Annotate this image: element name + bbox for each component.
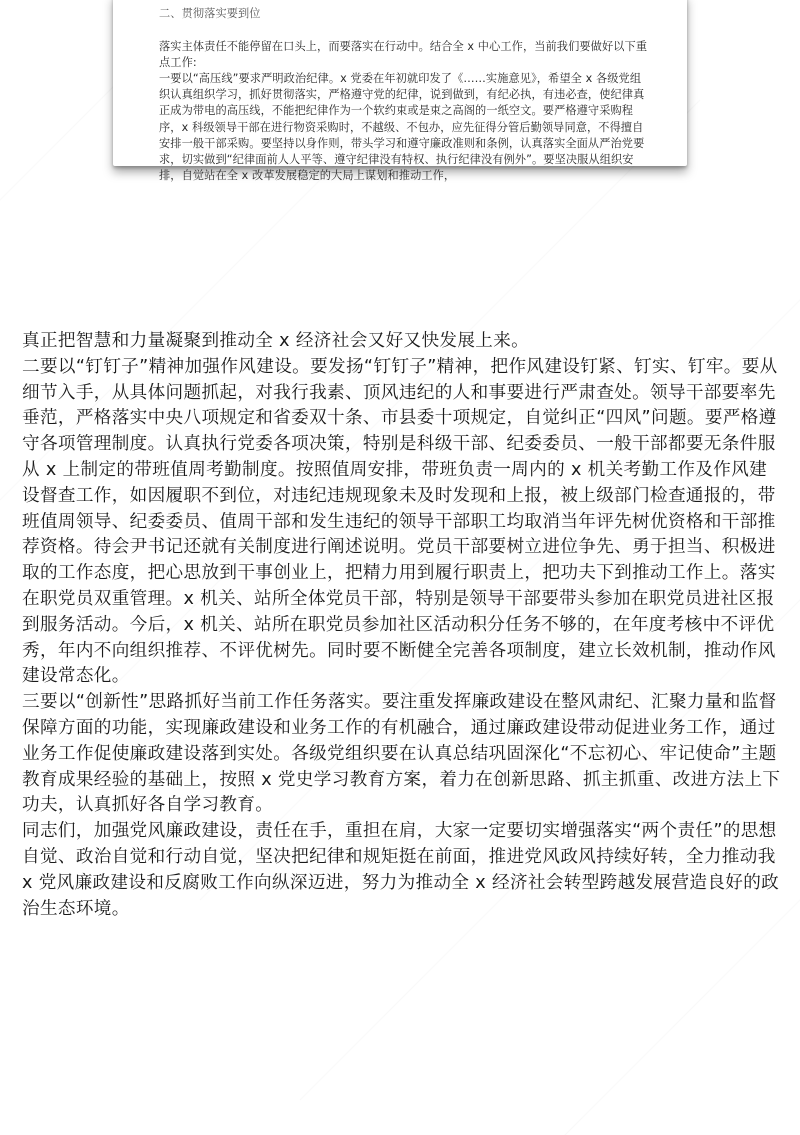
- article-paragraph: 二要以“钉钉子”精神加强作风建设。要发扬“钉钉子”精神，把作风建设钉紧、钉实、钉牢。要从细节入手，从具体问题抓起，对我行我素、顶风违纪的人和事要进行严肃查处。领导干部要率先垂范，严格落实中央八项规定和省委双十条、市县委十项规定，自觉纠正“四风”问题。要严格遵守各项管理制度。认真执行党委各项决策，特别是科级干部、纪委委员、一般干部都要无条件服从 x 上制定的带班值周考勤制度。按照值周安排，带班负责一周内的 x 机关考勤工作及作风建设督查工作，如因履职不到位，对违纪违规现象未及时发现和上报，被上级部门检查通报的，带班值周领导、纪委委员、值周干部和发生违纪的领导干部职工均取消当年评先树优资格和干部推荐资格。待会尹书记还就有关制度进行阐述说明。党员干部要树立进位争先、勇于担当、积极进取的工作态度，把心思放到干事创业上，把精力用到履行职责上，把功夫下到推动工作上。落实在职党员双重管理。x 机关、站所全体党员干部，特别是领导干部要带头参加在职党员进社区报到服务活动。今后，x 机关、站所在职党员参加社区活动积分任务不够的，在年度考核中不评优秀，年内不向组织推荐、不评优树先。同时要不断健全完善各项制度，建立长效机制，推动作风建设常态化。: [22, 356, 778, 687]
- document-preview-card: [113, 0, 687, 183]
- preview-text-block: [159, 0, 651, 201]
- preview-body-text: 落实主体责任不能停留在口头上，而要落实在行动中。结合全 x 中心工作，当前我们要做好以下重点工作: 一要以“高压线”要求严明政治纪律。x 党委在年初就印发了《……实施意见》，希望全 x 各级党组织认真组织学习，抓好贯彻落实，严格遵守党的纪律，说到做到，有纪必执，有违必查，使纪律真正成为带电的高压线，不能把纪律作为一个软约束或是束之高阁的一纸空文。要严格遵守采购程序，x 科级领导干部在进行物资采购时，不越级、不包办，应先征得分管后勤领导同意，不得擅自安排一般干部采购。要坚持以身作则，带头学习和遵守廉政准则和条例，认真落实全面从严治党要求，切实做到“纪律面前人人平等、遵守纪律没有特权、执行纪律没有例外”。要坚决服从组织安排，自觉站在全 x 改革发展稳定的大局上谋划和推动工作，: [159, 39, 648, 183]
- article-paragraph: 真正把智慧和力量凝聚到推动全 x 经济社会又好又快发展上来。: [22, 331, 530, 351]
- article-paragraph: 同志们，加强党风廉政建设，责任在手，重担在肩，大家一定要切实增强落实“两个责任”的思想自觉、政治自觉和行动自觉，坚决把纪律和规矩挺在前面，推进党风政风持续好转，全力推动我 x 党风廉政建设和反腐败工作向纵深迈进，努力为推动全 x 经济社会转型跨越发展营造良好的政治生态环境。: [22, 821, 780, 919]
- article-paragraph: 三要以“创新性”思路抓好当前工作任务落实。要注重发挥廉政建设在整风肃纪、汇聚力量和监督保障方面的功能，实现廉政建设和业务工作的有机融合，通过廉政建设带动促进业务工作，通过业务工作促使廉政建设落到实处。各级党组织要在认真总结巩固深化“不忘初心、牢记使命”主题教育成果经验的基础上，按照 x 党史学习教育方案，着力在创新思路、抓主抓重、改进方法上下功夫，认真抓好各自学习教育。: [22, 692, 781, 816]
- article-body: [22, 329, 782, 922]
- preview-section-heading: 二、贯彻落实要到位: [159, 7, 261, 21]
